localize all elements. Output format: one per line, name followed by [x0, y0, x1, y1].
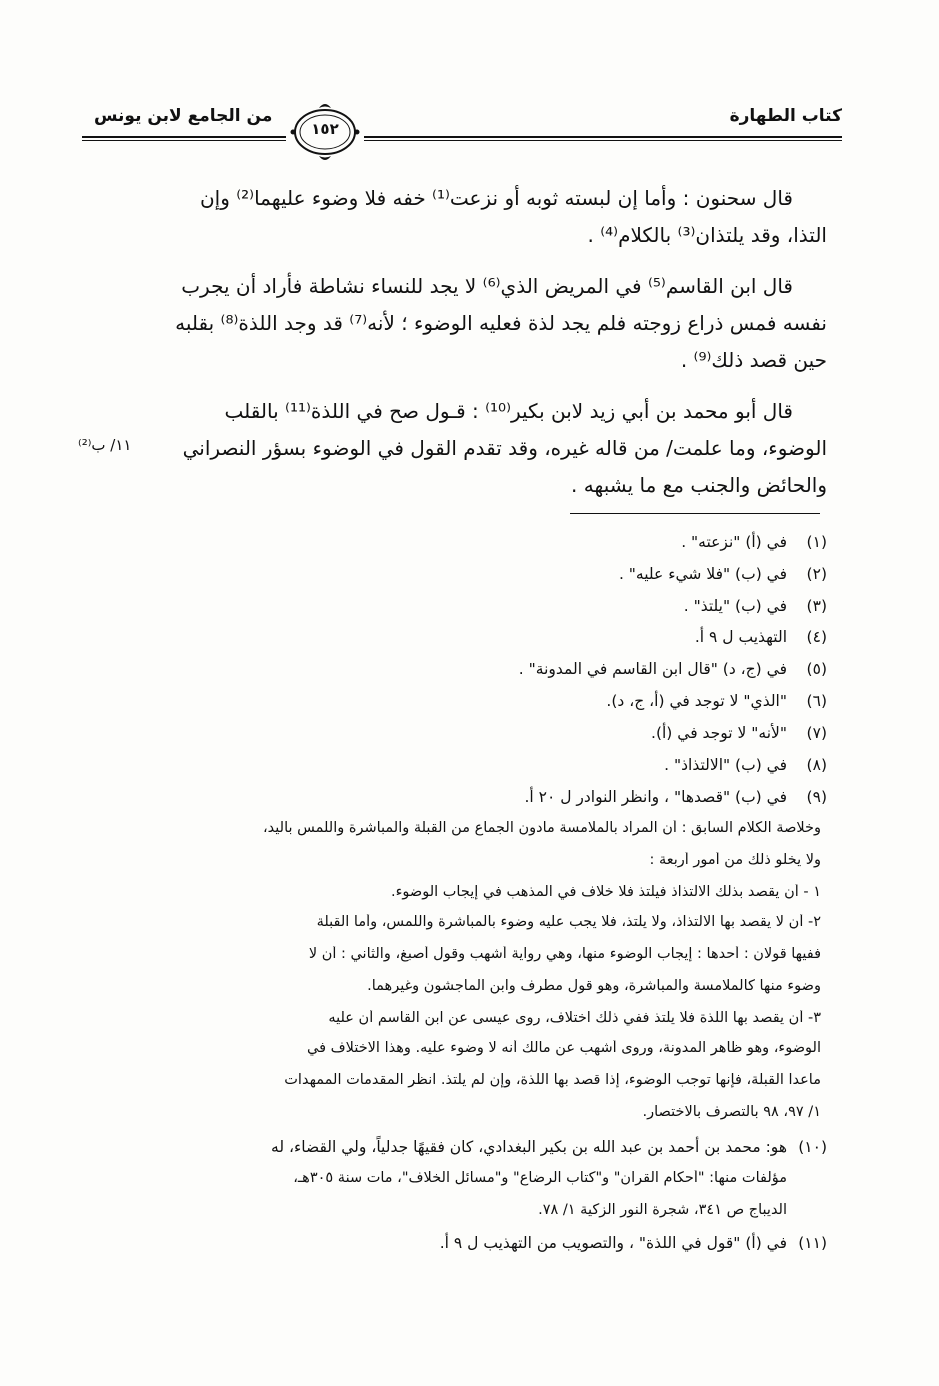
footnote-9-line: ماعدا القبلة، فإنها توجب الوضوء، إذا قصد بها اللذة، وإن لم يلتذ. انظر المقدمات الممهدات	[284, 1072, 821, 1088]
footnote-text: في (أ) "قول في اللذة" ، والتصويب من التهذيب ل ٩ أ.	[439, 1234, 787, 1252]
footnote-7	[107, 724, 827, 742]
manuscript-folio-note: ١١/ ب⁽²⁾	[78, 436, 132, 454]
paragraph-ibn-qasim	[127, 268, 827, 379]
footnote-text: التهذيب ل ٩ أ.	[694, 628, 787, 646]
text-line: والحائض والجنب مع ما يشبهه .	[571, 473, 827, 497]
text-line: قال سحنون : وأما إن لبسته ثوبه أو نزعت⁽¹⁾ خفه فلا وضوء عليهما⁽²⁾ وإن	[199, 186, 793, 210]
footnote-text: في (ب) "قصدها" ، وانظر النوادر ل ٢٠ أ.	[524, 788, 787, 806]
book-title: من الجامع لابن يونس	[94, 106, 273, 126]
text-line: قال ابن القاسم⁽⁵⁾ في المريض الذي⁽⁶⁾ لا يجد للنساء نشاطة فأراد أن يجرب	[181, 274, 793, 298]
footnote-11	[107, 1234, 827, 1252]
footnote-9-line: وخلاصة الكلام السابق : أن المراد بالملامسة مادون الجماع من القبلة والمباشرة واللمس باليد،	[262, 820, 821, 836]
footnote-number: (٣)	[806, 597, 827, 615]
footnote-9-line: وضوء منها كالملامسة والمباشرة، وهو قول مطرف وابن الماجشون وغيرهما.	[367, 978, 821, 994]
footnote-9-line: ولا يخلو ذلك من أمور أربعة :	[649, 852, 821, 868]
footnote-separator	[570, 513, 820, 514]
footnote-text: في (ب) "فلا شيء عليه" .	[618, 565, 787, 583]
footnote-number: (٥)	[806, 660, 827, 678]
footnote-10-line: الديباج ص ٣٤١، شجرة النور الزكية ١/ ٧٨.	[538, 1202, 787, 1218]
footnote-2	[107, 565, 827, 583]
text-line: نفسه فمس ذراع زوجته فلم يجد لذة فعليه الوضوء ؛ لأنه⁽⁷⁾ قد وجد اللذة⁽⁸⁾ بقلبه	[175, 311, 827, 335]
footnote-number: (٦)	[806, 692, 827, 710]
footnote-9	[107, 788, 827, 806]
page-number: ١٥٢	[311, 120, 339, 138]
footnote-9-line: الوضوء، وهو ظاهر المدونة، وروى أشهب عن مالك أنه لا وضوء عليه. وهذا الاختلاف في	[307, 1040, 821, 1056]
footnote-number: (١١)	[798, 1234, 827, 1252]
footnote-number: (٩)	[806, 788, 827, 806]
footnote-text: في (ب) "يلتذ" .	[683, 597, 787, 615]
paragraph-abu-muhammad	[127, 393, 827, 504]
footnote-number: (٤)	[806, 628, 827, 646]
footnote-number: (١٠)	[798, 1138, 827, 1156]
footnote-number: (٨)	[806, 756, 827, 774]
footnote-1	[107, 533, 827, 551]
footnote-3	[107, 597, 827, 615]
footnote-9-line: ١/ ٩٧، ٩٨ بالتصرف بالاختصار.	[642, 1104, 821, 1120]
footnote-9-line: ١ - أن يقصد بذلك الالتذاذ فيلتذ فلا خلاف في المذهب في إيجاب الوضوء.	[391, 884, 821, 900]
text-line: الوضوء، وما علمت/ من قاله غيره، وقد تقدم القول في الوضوء بسؤر النصراني	[182, 436, 827, 460]
footnote-9-line: ٣- أن يقصد بها اللذة فلا يلتذ ففي ذلك اختلاف، روى عيسى عن ابن القاسم أن عليه	[328, 1010, 821, 1026]
footnote-8	[107, 756, 827, 774]
footnote-6	[107, 692, 827, 710]
footnote-number: (١)	[806, 533, 827, 551]
header-rule-thin	[82, 140, 842, 141]
footnote-text: في (أ) "نزعته" .	[681, 533, 787, 551]
footnote-text: في (ج، د) "قال ابن القاسم في المدونة" .	[518, 660, 787, 678]
footnote-text: في (ب) "الالتذاذ" .	[664, 756, 787, 774]
footnote-10-line: مؤلفات منها: "أحكام القرآن" و"كتاب الرضاع" و"مسائل الخلاف"، مات سنة ٣٠٥هـ،	[293, 1170, 787, 1186]
footnote-9-line: ٢- أن لا يقصد بها الالتذاذ، ولا يلتذ، فلا يجب عليه وضوء بالمباشرة واللمس، وأما القبلة	[316, 914, 821, 930]
header-rule	[82, 136, 842, 138]
footnote-5	[107, 660, 827, 678]
footnote-text: هو: محمد بن أحمد بن عبد الله بن بكير البغدادي، كان فقيهًا جدلياً، ولي القضاء، له	[271, 1138, 787, 1156]
footnote-4	[107, 628, 827, 646]
footnote-text: "الذي" لا توجد في (أ، ج، د).	[606, 692, 787, 710]
page-number-ornament	[286, 98, 364, 166]
paragraph-sahnun	[127, 180, 827, 254]
text-line: حين قصد ذلك⁽⁹⁾ .	[680, 348, 827, 372]
text-line: التذا، وقد يلتذان⁽³⁾ بالكلام⁽⁴⁾ .	[587, 223, 827, 247]
footnote-9-line: ففيها قولان : أحدها : إيجاب الوضوء منها، وهي رواية أشهب وقول أصبغ، والثاني : أن لا	[308, 946, 821, 962]
main-text	[127, 180, 827, 504]
footnote-10	[107, 1138, 827, 1156]
page-header	[82, 98, 842, 168]
footnote-text: "لأنه" لا توجد في (أ).	[651, 724, 787, 742]
footnote-number: (٢)	[806, 565, 827, 583]
chapter-title: كتاب الطهارة	[729, 106, 842, 126]
footnote-number: (٧)	[806, 724, 827, 742]
text-line: قال أبو محمد بن أبي زيد لابن بكير⁽¹⁰⁾ : قـول صح في اللذة⁽¹¹⁾ بالقلب	[224, 399, 793, 423]
